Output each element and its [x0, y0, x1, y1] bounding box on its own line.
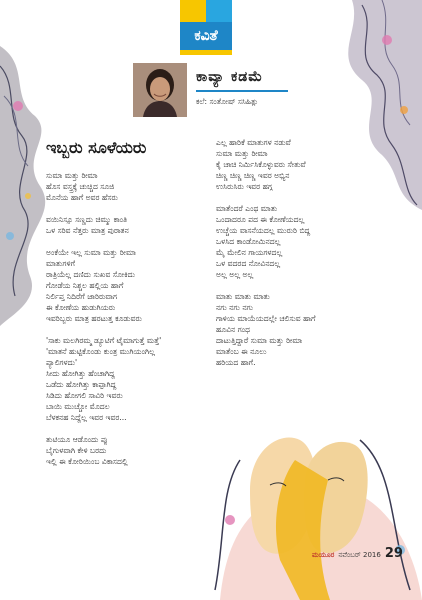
illustrator-credit: ಕಲೆ: ಸಂತೋಷ್ ಸಸಿಹಿತ್ಲು: [196, 97, 259, 106]
page-footer: [312, 546, 403, 561]
poem-line: ಒಳ ವದರದ ನೋವಿನದಲ್ಲ: [216, 259, 281, 268]
poem-line: ಇಲ್ಲಿ ಈ ಕೋರಿಯಿಂಬ ವಿಕಾಸದಲ್ಲಿ: [46, 457, 128, 466]
poem-line: ಸುಮಾ ಮತ್ತು ರೀಮಾ: [46, 171, 98, 180]
poem-stanza: [46, 214, 216, 236]
poem-stanza: [216, 137, 386, 192]
poem-line: ಇವರಿಬ್ಬರು ಮಾತ್ರ ಹರಟುತ್ತ ಕೂಡುವರು: [46, 314, 142, 323]
poem-line: ಅಂಕೆಯೇ ಇಲ್ಲ ಸುಮಾ ಮತ್ತು ರೀಮಾ: [46, 248, 136, 257]
poem-line: 'ಸಾಕು ಮಲಗಿರಮ್ಮ ಡ್ಯೂಟಿಗೆ ಟೈಮಾಗುತ್ತೆ ಮತ್ತೆ': [46, 336, 162, 345]
poem-line: ಗಾಳಿಯ ಮಾಯೆಯದಲ್ಲೇ ಚಲಿಸುವ ಹಾಗೆ: [216, 314, 316, 323]
author-photo: [133, 63, 187, 117]
figures-illustration: [210, 400, 422, 600]
poem-line: ಮಾತುಗಳಿಗೆ: [46, 259, 76, 268]
poem-stanza: [46, 434, 216, 467]
poem-line: ನಿರ್ಲಿಪ್ತ ನಿದಿರೆಗೆ ಜಾರಿರುವಾಗ: [46, 292, 118, 301]
poem-line: ಮಾತೆಂಬ ಈ ನೂಲು: [216, 347, 267, 356]
poem-line: ಮೈ ಮೇಲಿನ ಗಾಯಗಳದಲ್ಲ: [216, 248, 283, 257]
poem-line: ಮಾತೆಂದರೆ ಎಂಥ ಮಾತು: [216, 204, 278, 213]
poem-line: ಕೈ ಚಾಚಿ ನಿರ್ಮಿಸಿಕೊಳ್ಳುವರು ಸೇತುವೆ: [216, 160, 306, 169]
poem-line: ಹೊಸ ವಸ್ತ್ರಕ್ಕೆ ಚುಚ್ಚಿದ ಸೂಜಿ: [46, 182, 115, 191]
poem-line: ಎಲ್ಲ ಹಾರಿಕೆ ಮಾತುಗಳ ನಡುವೆ: [216, 138, 291, 147]
poem-line: ಬೈಗುಳವಾಗಿ ಕೇಳಿ ಬರದು: [46, 446, 107, 455]
poem-line: 'ಮಾತನೆ ಹುಟ್ಟಿಕೊಂಡು ಕುಂತ್ರ ಮುಗಿಯಂಗಿಲ್ಲ: [46, 347, 155, 356]
poem-line: ಬಾಯಿ ಮುಚ್ಚೋ ಮೊದಲ: [46, 402, 110, 411]
author-name: ಕಾವ್ಯಾ ಕಡಮೆ: [196, 69, 264, 85]
poem-line: ಹೂವಿನ ಗಂಧ: [216, 325, 251, 334]
poem-line: ಸೀದು ಹೋಗಿತ್ತು ಹೆಂಚಾಗಿದ್ದ: [46, 369, 115, 378]
poem-line: ಮೊನೆಯ ಹಾಗೆ ಅವರ ಹೆಸರು: [46, 193, 118, 202]
poem-line: ಅಲ್ಲ ಅಲ್ಲ ಅಲ್ಲ: [216, 270, 254, 279]
poem-right-column: [216, 137, 386, 379]
poem-line: ಒಳಸಿದ ಕಾಂಡೋಮಿನದಲ್ಲ: [216, 237, 281, 246]
page-number: 29: [384, 546, 403, 561]
issue-date: ನವೆಂಬರ್ 2016: [338, 551, 381, 559]
poem-line: ಉಚ್ಚೆಯ ವಾಸನೆಯದಲ್ಲ ಮುರುರಿ ಬಿದ್ದ: [216, 226, 311, 235]
poem-line: ಗೋಡೆಯ ನಿಶ್ಚಲ ಹಲ್ಲಿಯ ಹಾಗೆ: [46, 281, 124, 290]
poem-line: ಸಿಡಿದು ಹೋಗಲಿ ಸಾವಿರಿ ಇವರು: [46, 391, 123, 400]
poem-stanza: [46, 170, 216, 203]
poem-line: ದಾಟುತ್ತಿದ್ದಾರೆ ಸುಮಾ ಮತ್ತು ರೀಮಾ: [216, 336, 303, 345]
magazine-name: ಮಯೂರ: [312, 551, 335, 559]
poem-stanza: [216, 203, 386, 280]
author-underline: [196, 90, 288, 92]
poem-line: ರಾತ್ರಿಯೆಲ್ಲ ದಣಿದು ಸುಖವ ಸೋಕಿದು: [46, 270, 135, 279]
poem-line: ಪ್ಯಾಲಿಗಳದು': [46, 358, 78, 367]
poem-line: ಒಳ ಸರಿವ ನೆತ್ತರು ಮಾತ್ರ ಪುರಾತನ: [46, 226, 129, 235]
tab-blue-block: [206, 0, 232, 22]
poem-line: ಹರಿಯದ ಹಾಗೆ.: [216, 358, 256, 367]
poem-line: ಮಾತು ಮಾತು ಮಾತು: [216, 292, 270, 301]
poem-line: ತುಟಿಯೂ ಆಡೊಂದು ಪ್ಪು: [46, 435, 108, 444]
poem-line: ಒಡೆದು ಹೋಗಿತ್ತು ಕಾಪ್ಪಾಗಿದ್ದ: [46, 380, 117, 389]
poem-stanza: [46, 335, 216, 423]
poem-stanza: [216, 291, 386, 368]
poem-line: ಒಂದಾದರೂ ಪದ ಈ ಕೋಣೆಯದಲ್ಲ: [216, 215, 305, 224]
poem-line: ಉಸಿರುಸಿರು ಇವರ ಹಗ್ಗ: [216, 182, 273, 191]
poem-line: ವಯಿನಿಸ್ಸೂ ಸಣ್ಣದು ಚಿಮ್ಮು ಕಾಂತಿ: [46, 215, 128, 224]
poem-line: ಸುಮಾ ಮತ್ತು ರೀಮಾ: [216, 149, 268, 158]
poem-stanza: [46, 247, 216, 324]
poem-line: ನಗು ನಗು ನಗು: [216, 303, 254, 312]
poem-title: ಇಬ್ಬರು ಸೂಳೆಯರು: [46, 138, 147, 157]
tab-yellow-block: [180, 0, 206, 22]
poem-line: ಈ ಕೋಣೆಯ ಹುಡುಗಿಯರು: [46, 303, 116, 312]
poem-line: ಬೆಳಕನಹ ನಿದ್ದೆಲ್ಲ ಇವರ ಇವರ...: [46, 413, 127, 422]
tab-stripe: [180, 50, 232, 55]
poem-line: ಚಿಣ್ಣ ಚಿಣ್ಣ ಚಿಣ್ಣ ಇವರ ಅಭ್ಯಿನ: [216, 171, 290, 180]
section-tab: [180, 0, 232, 56]
poem-left-column: [46, 170, 216, 478]
section-label: ಕವಿತೆ: [180, 22, 232, 50]
author-portrait-icon: [133, 63, 187, 117]
